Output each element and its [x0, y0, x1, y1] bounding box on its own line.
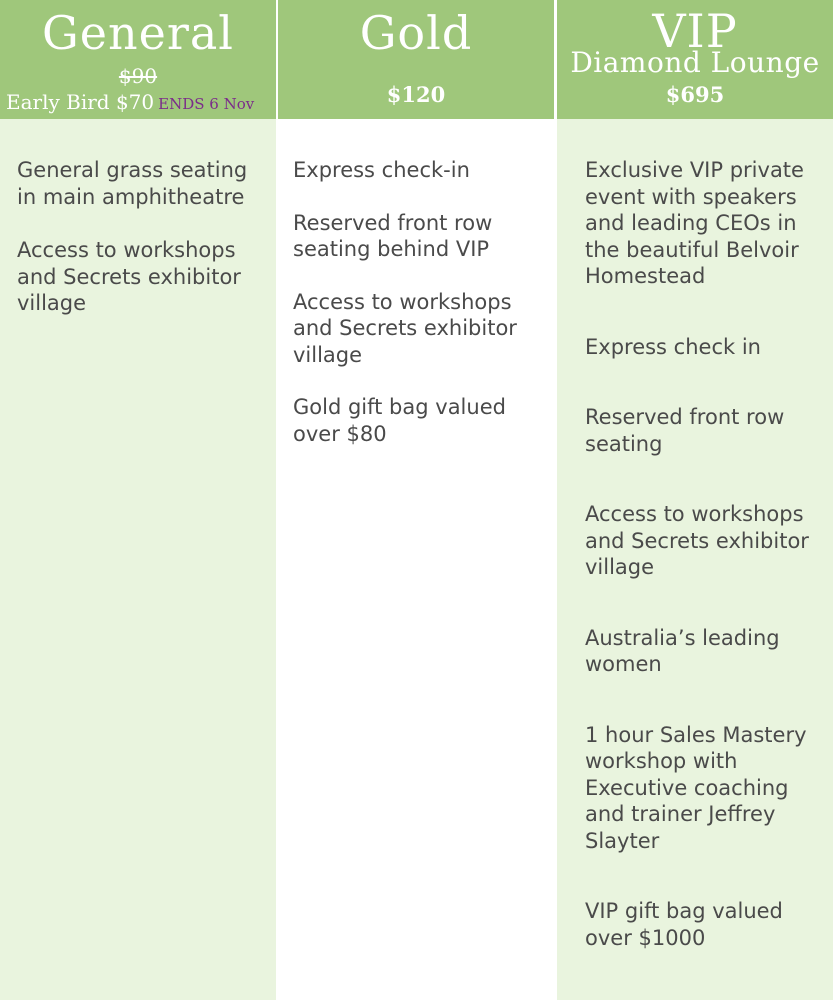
feature-list — [557, 119, 833, 951]
tier-price: $120 — [386, 82, 446, 107]
early-bird-row — [6, 90, 276, 114]
early-bird-price: Early Bird $70 — [6, 90, 155, 114]
feature-item: Express check-in — [293, 158, 470, 182]
feature-item: Access to workshops and Secrets exhibitor village — [585, 502, 809, 579]
feature-item: Gold gift bag valued over $80 — [293, 395, 506, 446]
tier-gold-body — [278, 119, 554, 1000]
tier-gold-header — [278, 0, 554, 119]
feature-item: Reserved front row seating behind VIP — [293, 210, 493, 261]
feature-item: Access to workshops and Secrets exhibitor village — [293, 289, 517, 367]
tier-general — [0, 0, 276, 1000]
tier-vip — [557, 0, 833, 1000]
early-bird-deadline: ENDS 6 Nov — [158, 95, 255, 113]
tier-price: $695 — [665, 82, 725, 107]
old-price: $90 — [118, 64, 158, 88]
feature-list — [278, 119, 554, 447]
feature-item: 1 hour Sales Mastery workshop with Executive coaching and trainer Jeffrey Slayter — [585, 722, 807, 853]
feature-item: Exclusive VIP private event with speakers and leading CEOs in the beautiful Belvoir Homestead — [585, 158, 804, 288]
tier-name: General — [42, 6, 234, 60]
feature-list — [0, 119, 276, 317]
feature-item: Reserved front row seating — [585, 405, 785, 456]
tier-general-body — [0, 119, 276, 1000]
feature-item: Express check in — [585, 334, 761, 359]
tier-name: Gold — [359, 6, 473, 60]
feature-item: VIP gift bag valued over $1000 — [585, 899, 783, 950]
tier-vip-body — [557, 119, 833, 1000]
tier-gold — [278, 0, 554, 1000]
tier-vip-header — [557, 0, 833, 119]
tier-subname: Diamond Lounge — [570, 46, 820, 79]
tier-name: VIP — [652, 4, 738, 58]
feature-item: General grass seating in main amphitheatre — [17, 158, 248, 209]
feature-item: Access to workshops and Secrets exhibitor village — [17, 238, 241, 315]
feature-item: Australia’s leading women — [585, 625, 780, 676]
tier-general-header — [0, 0, 276, 119]
